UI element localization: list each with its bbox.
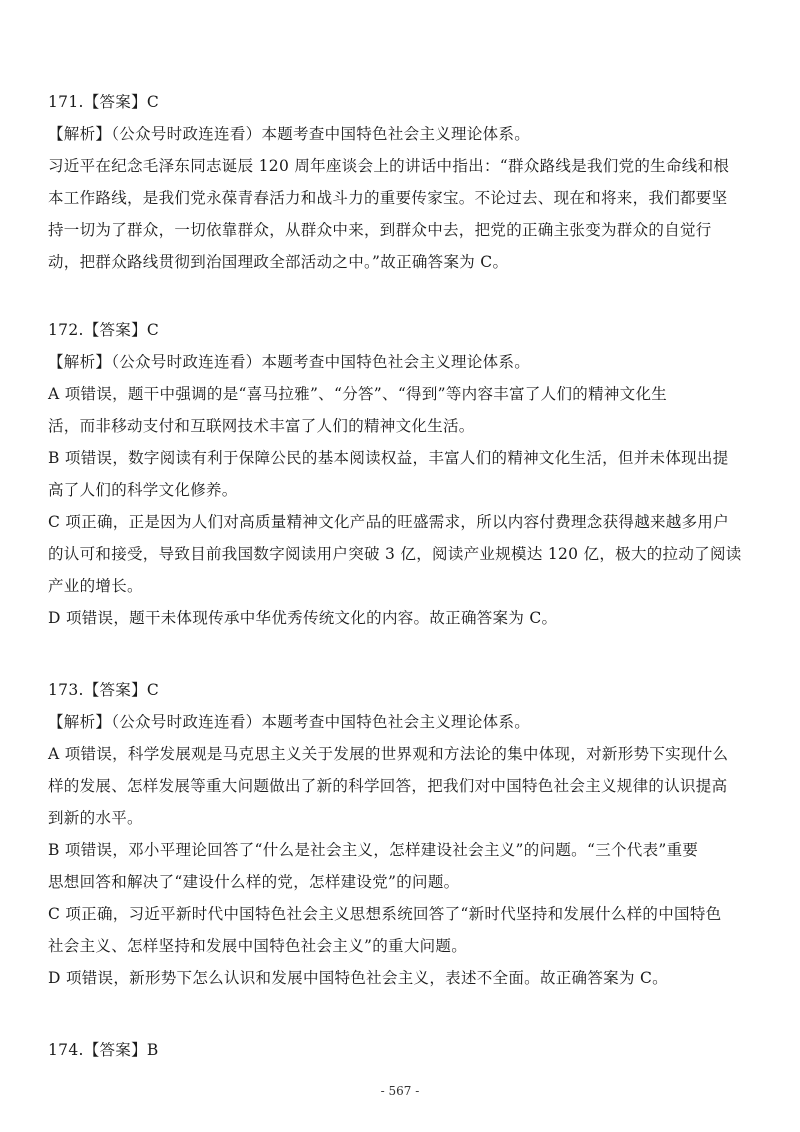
answer-173-line-2: A 项错误，科学发展观是马克思主义关于发展的世界观和方法论的集中体现，对新形势下实现什么 xyxy=(48,745,729,763)
answer-173-line-1: 【解析】（公众号时政连连看）本题考查中国特色社会主义理论体系。 xyxy=(48,713,531,731)
answer-172-line-9: D 项错误，题干未体现传承中华优秀传统文化的内容。故正确答案为 C。 xyxy=(48,609,558,627)
answer-174-heading: 174.【答案】B xyxy=(48,1041,159,1059)
answer-172-line-1: 【解析】（公众号时政连连看）本题考查中国特色社会主义理论体系。 xyxy=(48,353,531,371)
answer-171-line-2: 习近平在纪念毛泽东同志诞辰 120 周年座谈会上的讲话中指出：“群众路线是我们党的生命线和根 xyxy=(48,157,730,175)
answer-173-line-6: 思想回答和解决了“建设什么样的党，怎样建设党”的问题。 xyxy=(48,873,460,891)
answer-172-line-5: 高了人们的科学文化修养。 xyxy=(48,481,238,499)
answer-173-line-5: B 项错误，邓小平理论回答了“什么是社会主义，怎样建设社会主义”的问题。“三个代表”重要 xyxy=(48,841,699,859)
answer-172-line-8: 产业的增长。 xyxy=(48,577,143,595)
answer-172-heading: 172.【答案】C xyxy=(48,321,160,339)
answer-171-heading: 171.【答案】C xyxy=(48,93,160,111)
answer-171-line-1: 【解析】（公众号时政连连看）本题考查中国特色社会主义理论体系。 xyxy=(48,125,531,143)
answer-172-line-7: 的认可和接受，导致目前我国数字阅读用户突破 3 亿，阅读产业规模达 120 亿，极大的拉动了阅读 xyxy=(48,545,742,563)
answer-172-line-6: C 项正确，正是因为人们对高质量精神文化产品的旺盛需求，所以内容付费理念获得越来越多用户 xyxy=(48,513,729,531)
answer-171-line-4: 持一切为了群众，一切依靠群众，从群众中来，到群众中去，把党的正确主张变为群众的自觉行 xyxy=(48,221,712,239)
answer-172-line-4: B 项错误，数字阅读有利于保障公民的基本阅读权益，丰富人们的精神文化生活，但并未体现出提 xyxy=(48,449,729,467)
answer-171-line-3: 本工作路线，是我们党永葆青春活力和战斗力的重要传家宝。不论过去、现在和将来，我们都要坚 xyxy=(48,189,728,207)
answer-171-line-5: 动，把群众路线贯彻到治国理政全部活动之中。”故正确答案为 C。 xyxy=(48,253,509,271)
answer-172-line-3: 活，而非移动支付和互联网技术丰富了人们的精神文化生活。 xyxy=(48,417,475,435)
answer-173-line-8: 社会主义、怎样坚持和发展中国特色社会主义”的重大问题。 xyxy=(48,937,468,955)
answer-173-line-9: D 项错误，新形势下怎么认识和发展中国特色社会主义，表述不全面。故正确答案为 C。 xyxy=(48,969,668,987)
answer-173-line-4: 到新的水平。 xyxy=(48,809,143,827)
answer-172-line-2: A 项错误，题干中强调的是“喜马拉雅”、“分答”、“得到”等内容丰富了人们的精神文化生 xyxy=(48,385,668,403)
answer-173-line-7: C 项正确，习近平新时代中国特色社会主义思想系统回答了“新时代坚持和发展什么样的中国特色 xyxy=(48,905,722,923)
answer-173-line-3: 样的发展、怎样发展等重大问题做出了新的科学回答，把我们对中国特色社会主义规律的认识提高 xyxy=(48,777,728,795)
page-number: - 567 - xyxy=(380,1084,420,1098)
answer-173-heading: 173.【答案】C xyxy=(48,681,160,699)
